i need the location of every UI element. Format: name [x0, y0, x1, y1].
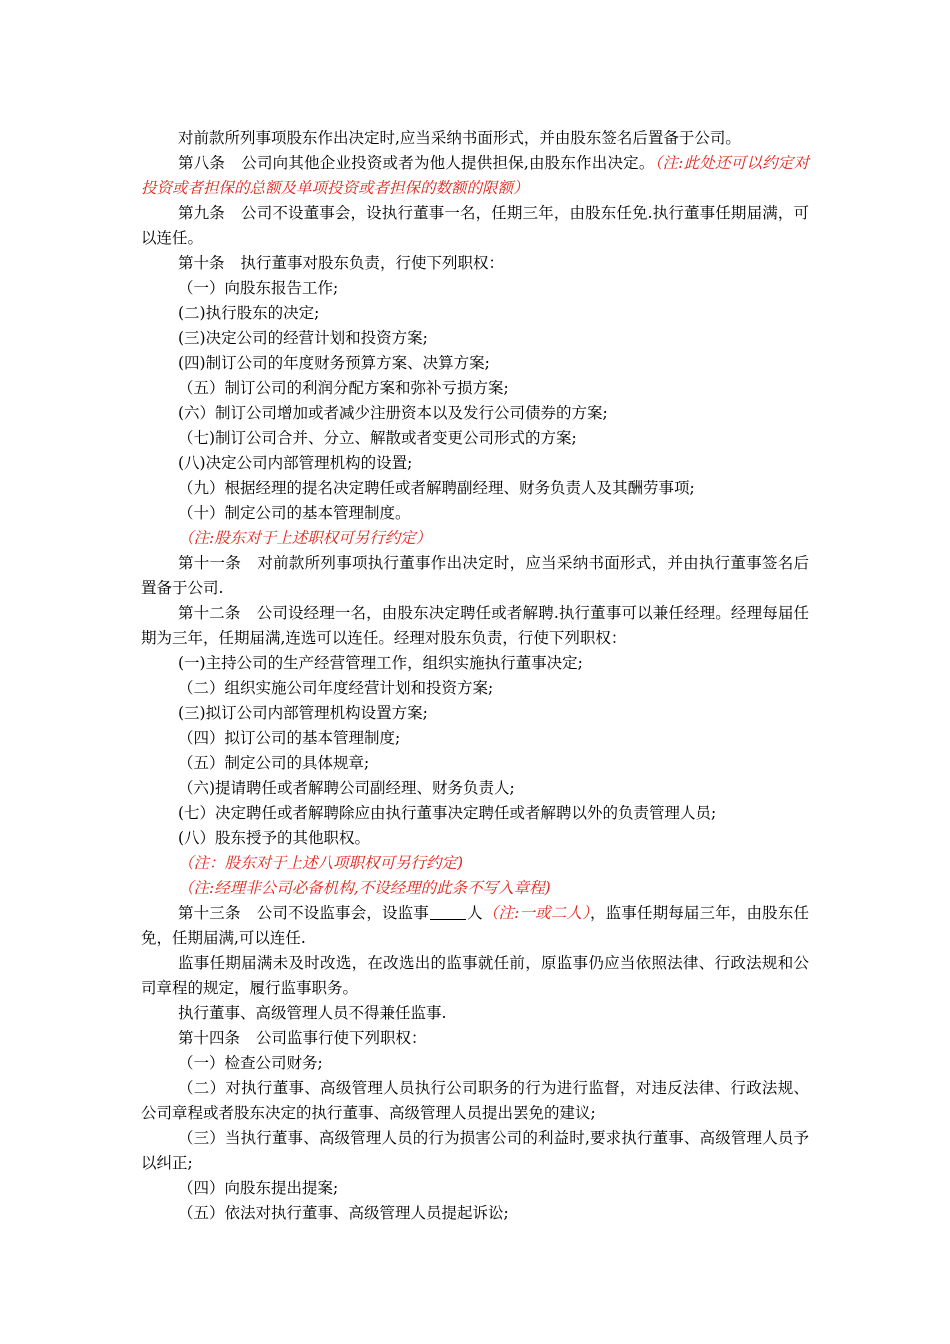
article-12-heading: 第十二条 — [178, 604, 241, 622]
article-8-heading: 第八条 — [178, 154, 226, 172]
list-item: （九）根据经理的提名决定聘任或者解聘副经理、财务负责人及其酬劳事项; — [178, 479, 695, 497]
list-item: （一）检查公司财务; — [178, 1054, 323, 1072]
list-item: (七）决定聘任或者解聘除应由执行董事决定聘任或者解聘以外的负责管理人员; — [178, 804, 717, 822]
list-item: (三)拟订公司内部管理机构设置方案; — [178, 704, 428, 722]
article-12: 第十二条 公司设经理一名，由股东决定聘任或者解聘.执行董事可以兼任经理。经理每届任期为三年，任期届满,连选可以连任。经理对股东负责，行使下列职权： — [141, 604, 809, 647]
list-item: (三)决定公司的经营计划和投资方案; — [178, 329, 428, 347]
article-13: 第十三条 公司不设监事会，设监事 人（注:一或二人），监事任期每届三年，由股东任免，任期届满,可以连任. — [141, 904, 809, 947]
list-item: （二）组织实施公司年度经营计划和投资方案; — [178, 679, 494, 697]
list-item: （四）拟订公司的基本管理制度; — [178, 729, 401, 747]
list-item: (八)决定公司内部管理机构的设置; — [178, 454, 413, 472]
list-item: （一）向股东报告工作; — [178, 279, 339, 297]
article-8-note: （注:此处还可以约定对投资或者担保的总额及单项投资或者担保的数额的限额） — [141, 154, 809, 197]
list-item: （五）制定公司的具体规章; — [178, 754, 370, 772]
article-14-heading: 第十四条 — [178, 1029, 241, 1047]
paragraph-shareholder-decision: 对前款所列事项股东作出决定时,应当采纳书面形式，并由股东签名后置备于公司。 — [178, 129, 741, 147]
supervisor-count-blank — [430, 903, 466, 920]
list-item: （三）当执行董事、高级管理人员的行为损害公司的利益时,要求执行董事、高级管理人员予以纠正; — [141, 1129, 809, 1172]
article-9-heading: 第九条 — [178, 204, 225, 222]
document-body — [141, 126, 809, 1226]
list-item: (六）制订公司增加或者减少注册资本以及发行公司债券的方案; — [178, 404, 608, 422]
list-item: （十）制定公司的基本管理制度。 — [178, 504, 411, 522]
article-13-heading: 第十三条 — [178, 904, 241, 922]
article-9: 第九条 公司不设董事会，设执行董事一名，任期三年，由股东任免.执行董事任期届满，可以连任。 — [141, 204, 809, 247]
article-14: 第十四条 公司监事行使下列职权： — [178, 1029, 427, 1047]
list-item: (二)执行股东的决定; — [178, 304, 320, 322]
article-8: 第八条 公司向其他企业投资或者为他人提供担保,由股东作出决定。（注:此处还可以约定对投资或者担保的总额及单项投资或者担保的数额的限额） — [141, 154, 809, 197]
article-10-heading: 第十条 — [178, 254, 225, 272]
note-manager-powers: （注：股东对于上述八项职权可另行约定) — [178, 854, 464, 872]
list-item: (一)主持公司的生产经营管理工作，组织实施执行董事决定; — [178, 654, 583, 672]
list-item: （五）制订公司的利润分配方案和弥补亏损方案; — [178, 379, 509, 397]
article-10: 第十条 执行董事对股东负责，行使下列职权： — [178, 254, 505, 272]
list-item: （六)提请聘任或者解聘公司副经理、财务负责人; — [178, 779, 515, 797]
article-11: 第十一条 对前款所列事项执行董事作出决定时，应当采纳书面形式，并由执行董事签名后置备于公司. — [141, 554, 809, 597]
list-item: （五）依法对执行董事、高级管理人员提起诉讼; — [178, 1204, 509, 1222]
article-11-heading: 第十一条 — [178, 554, 242, 572]
paragraph-supervisor-term: 监事任期届满未及时改选，在改选出的监事就任前，原监事仍应当依照法律、行政法规和公司章程的规定，履行监事职务。 — [141, 954, 809, 997]
list-item: (四)制订公司的年度财务预算方案、决算方案; — [178, 354, 490, 372]
note-manager-optional: （注:经理非公司必备机构,不设经理的此条不写入章程) — [178, 879, 551, 897]
list-item: （二）对执行董事、高级管理人员执行公司职务的行为进行监督，对违反法律、行政法规、公司章程或者股东决定的执行董事、高级管理人员提出罢免的建议; — [141, 1079, 809, 1122]
note-director-powers: （注:股东对于上述职权可另行约定） — [178, 529, 432, 547]
paragraph-no-concurrent: 执行董事、高级管理人员不得兼任监事. — [178, 1004, 447, 1022]
list-item: （七)制订公司合并、分立、解散或者变更公司形式的方案; — [178, 429, 577, 447]
list-item: (八）股东授予的其他职权。 — [178, 829, 371, 847]
list-item: （四）向股东提出提案; — [178, 1179, 339, 1197]
article-13-note: （注:一或二人） — [482, 904, 590, 922]
